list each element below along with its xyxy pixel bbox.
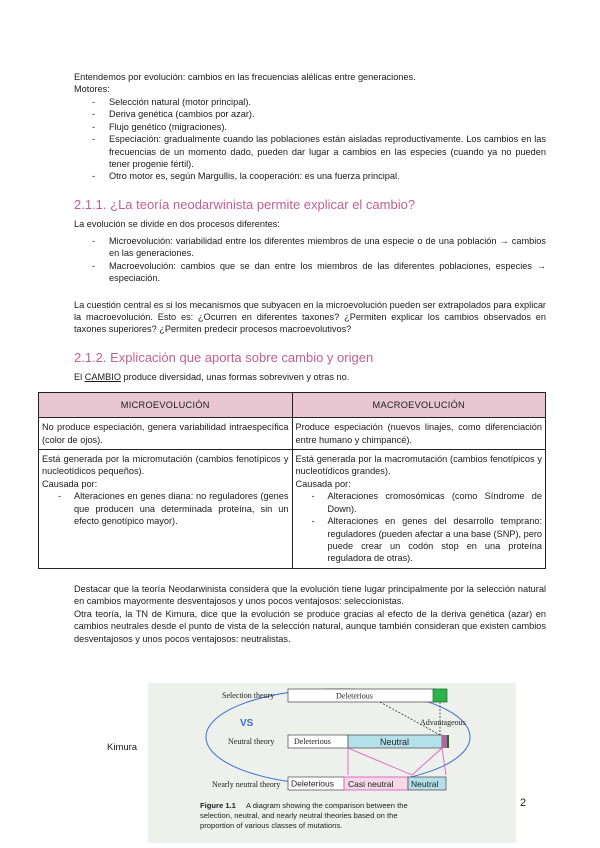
- list-item: - Alteraciones cromosómicas (como Síndrome de Down).: [312, 490, 543, 515]
- intro-line: Entendemos por evolución: cambios en las frecuencias alélicas entre generaciones.: [74, 72, 416, 82]
- caption-bold: Figure 1.1: [200, 801, 236, 810]
- section-heading-2-1-1: 2.1.1. ¿La teoría neodarwinista permite explicar el cambio?: [74, 196, 416, 212]
- neutral-label: Neutral: [380, 737, 410, 747]
- neutral-label: Neutral: [411, 779, 439, 789]
- process-list: [74, 235, 546, 285]
- advantageous-label: Advantageous: [420, 718, 466, 727]
- list-item: - Alteraciones en genes diana: no reguladores (genes que producen una determinada proteína, sin un efecto genotípico mayor).: [58, 490, 289, 527]
- section1-paragraph: La cuestión central es si los mecanismos que subyacen en la microevolución pueden ser extrapolados para explicar la macroevolución. Esto es: ¿Ocurren en diferentes taxones? ¿Permiten explicar los cambios observados en taxones superiores? ¿Permiten predecir procesos macroevolutivos?: [74, 299, 546, 335]
- cell-list: [296, 490, 543, 565]
- section1-lead: La evolución se divide en dos procesos diferentes:: [74, 219, 280, 230]
- cell-text: No produce especiación, genera variabilidad intraespecífica (color de ojos).: [42, 422, 289, 445]
- deleterious-label: Deleterious: [336, 691, 373, 701]
- selection-theory-label: Selection theory: [222, 691, 275, 700]
- motores-label: Motores:: [74, 84, 110, 95]
- lead-text: produce diversidad, unas formas sobreviven y otras no.: [120, 372, 350, 383]
- motores-list: [74, 96, 546, 183]
- list-item: - Deriva genética (cambios por azar).: [92, 108, 546, 120]
- list-item: - Microevolución: variabilidad entre los diferentes miembros de una especie o de una población → cambios en las generaciones.: [92, 235, 546, 260]
- list-item: - Macroevolución: cambios que se dan entre los miembros de las diferentes poblaciones, especies → especiación.: [92, 260, 546, 285]
- casi-neutral-label: Casi neutral: [348, 779, 394, 789]
- cambio-underlined: CAMBIO: [84, 372, 121, 383]
- neutral-theory-label: Neutral theory: [228, 737, 275, 746]
- page-number: 2: [520, 797, 527, 809]
- lead-text: El: [74, 372, 85, 383]
- table-cell: [39, 450, 293, 569]
- cell-text: Produce especiación (nuevos linajes, como diferenciación entre humano y chimpancé).: [295, 422, 542, 445]
- causada-label: Causada por:: [295, 478, 351, 489]
- caption-line: A diagram showing the comparison between the: [246, 801, 408, 810]
- table-header-macro: MACROEVOLUCIÓN: [292, 392, 546, 417]
- section2-lead: [74, 371, 546, 383]
- table-cell: [39, 418, 293, 450]
- list-item: - Alteraciones en genes del desarrollo temprano: reguladores (pueden afectar a una base (SNP), pero puede crear un codón stop en una proteína reguladora de otras).: [312, 515, 543, 565]
- vs-label: VS: [240, 718, 254, 729]
- section-heading-2-1-2: 2.1.2. Explicación que aporta sobre cambio y origen: [74, 349, 374, 365]
- nearly-neutral-theory-label: Nearly neutral theory: [212, 780, 281, 789]
- kimura-label: Kimura: [107, 742, 138, 753]
- cell-text: Está generada por la macromutación (cambios fenotípicos y nucleotídicos grandes).: [295, 454, 542, 477]
- closing-paragraph-2: Otra teoría, la TN de Kimura, dice que la evolución se produce gracias al efecto de la deriva genética (azar) en cambios neutrales desde el punto de vista de la selección natural, aunque también consideran que existen cambios desventajosos y unos pocos ventajosos: neutralistas.: [74, 608, 546, 644]
- table-cell: [292, 418, 546, 450]
- list-item: - Especiación: gradualmente cuando las poblaciones están aisladas reproductivamente. Los cambios en las frecuencias de un momento dado, pueden dar lugar a cambios en las especies (cuando ya no pueden tener progenie fértil).: [92, 133, 546, 170]
- closing-paragraph-1: Destacar que la teoría Neodarwinista considera que la evolución tiene lugar principalmente por la selección natural en cambios mayormente desventajosos y unos pocos ventajosos: seleccionistas.: [74, 583, 546, 607]
- comparison-table: [38, 392, 546, 569]
- deleterious-label: Deleterious: [294, 737, 331, 746]
- page-content: [42, 71, 546, 645]
- cell-text: Está generada por la micromutación (cambios fenotípicos y nucleotídicos pequeños).: [42, 454, 289, 477]
- cell-list: [42, 490, 289, 527]
- theory-diagram: [148, 683, 516, 843]
- list-item: - Flujo genético (migraciones).: [92, 121, 546, 133]
- caption-line: proportion of various classes of mutations.: [200, 821, 343, 830]
- table-header-micro: MICROEVOLUCIÓN: [39, 392, 293, 417]
- caption-line: selection, neutral, and nearly neutral theories based on the: [200, 811, 398, 820]
- list-item: - Selección natural (motor principal).: [92, 96, 546, 108]
- causada-label: Causada por:: [42, 478, 98, 489]
- figure-caption: [200, 801, 237, 810]
- list-item: - Otro motor es, según Margullis, la cooperación: es una fuerza principal.: [92, 170, 546, 182]
- table-cell: [292, 450, 546, 569]
- deleterious-label: Deleterious: [291, 778, 334, 789]
